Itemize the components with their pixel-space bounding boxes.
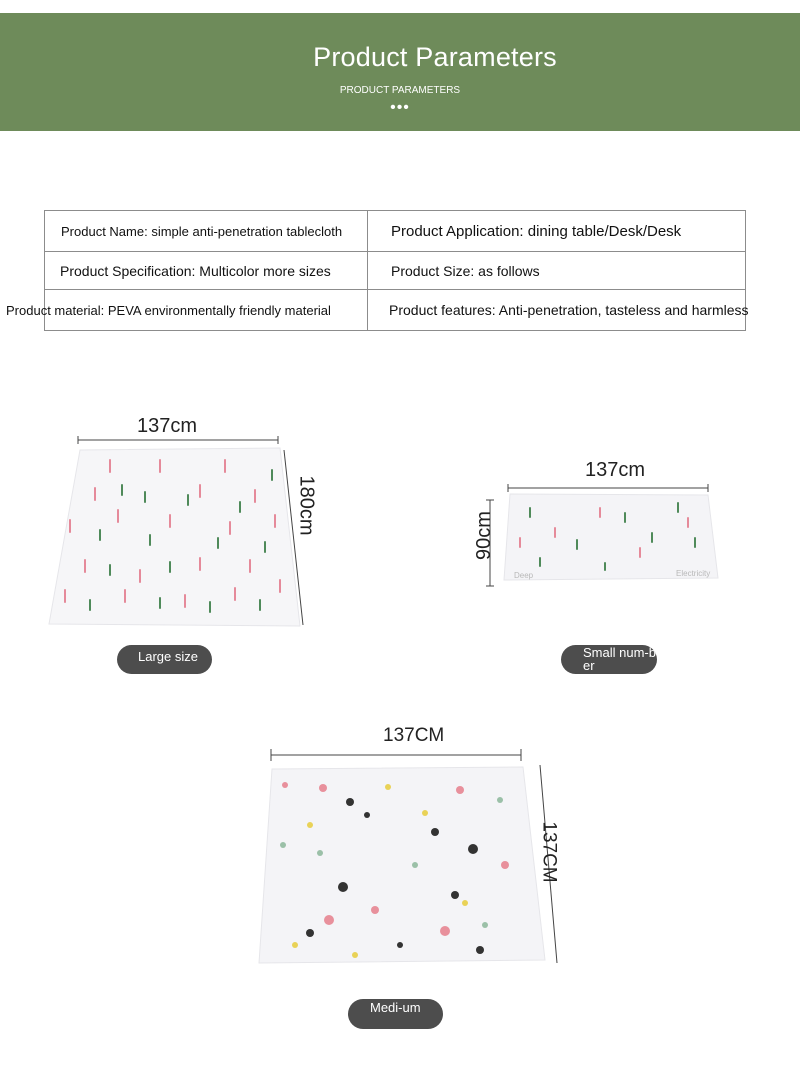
medium-width-label: 137CM	[383, 725, 445, 746]
large-width-label: 137cm	[137, 415, 198, 437]
table-cell	[45, 211, 368, 252]
table-cell	[45, 252, 368, 290]
watermark-right: Electricity	[676, 569, 711, 578]
table-row	[45, 211, 746, 252]
table-cell	[368, 252, 746, 290]
large-size-label: Large size	[117, 645, 212, 674]
param-product-material: Product material: PEVA environmentally friendly material	[6, 302, 331, 318]
table-row	[45, 252, 746, 290]
small-size-label: Small num-ber	[561, 645, 657, 674]
parameters-table	[6, 210, 749, 331]
table-row	[45, 290, 746, 331]
param-product-size: Product Size: as follows	[391, 262, 540, 279]
watermark-left: Deep	[514, 571, 534, 580]
medium-tablecloth-illustration	[255, 745, 565, 970]
small-width-label: 137cm	[585, 459, 646, 481]
dots-divider: •••	[390, 99, 410, 116]
page-subtitle: PRODUCT PARAMETERS	[339, 85, 461, 96]
table-cell	[6, 290, 368, 331]
table-cell	[368, 211, 746, 252]
param-product-application: Product Application: dining table/Desk/Desk	[391, 222, 682, 240]
param-product-name: Product Name: simple anti-penetration tablecloth	[61, 223, 343, 239]
param-product-specification: Product Specification: Multicolor more sizes	[60, 262, 331, 279]
medium-height-label: 137CM	[538, 821, 560, 883]
param-product-features: Product features: Anti-penetration, tasteless and harmless	[389, 302, 749, 318]
page-title: Product Parameters	[313, 42, 557, 72]
header-banner	[0, 13, 800, 131]
large-height-label: 180cm	[295, 475, 318, 536]
table-cell	[368, 290, 749, 331]
medium-size-label: Medi-um	[348, 999, 443, 1029]
small-height-label: 90cm	[472, 511, 495, 560]
